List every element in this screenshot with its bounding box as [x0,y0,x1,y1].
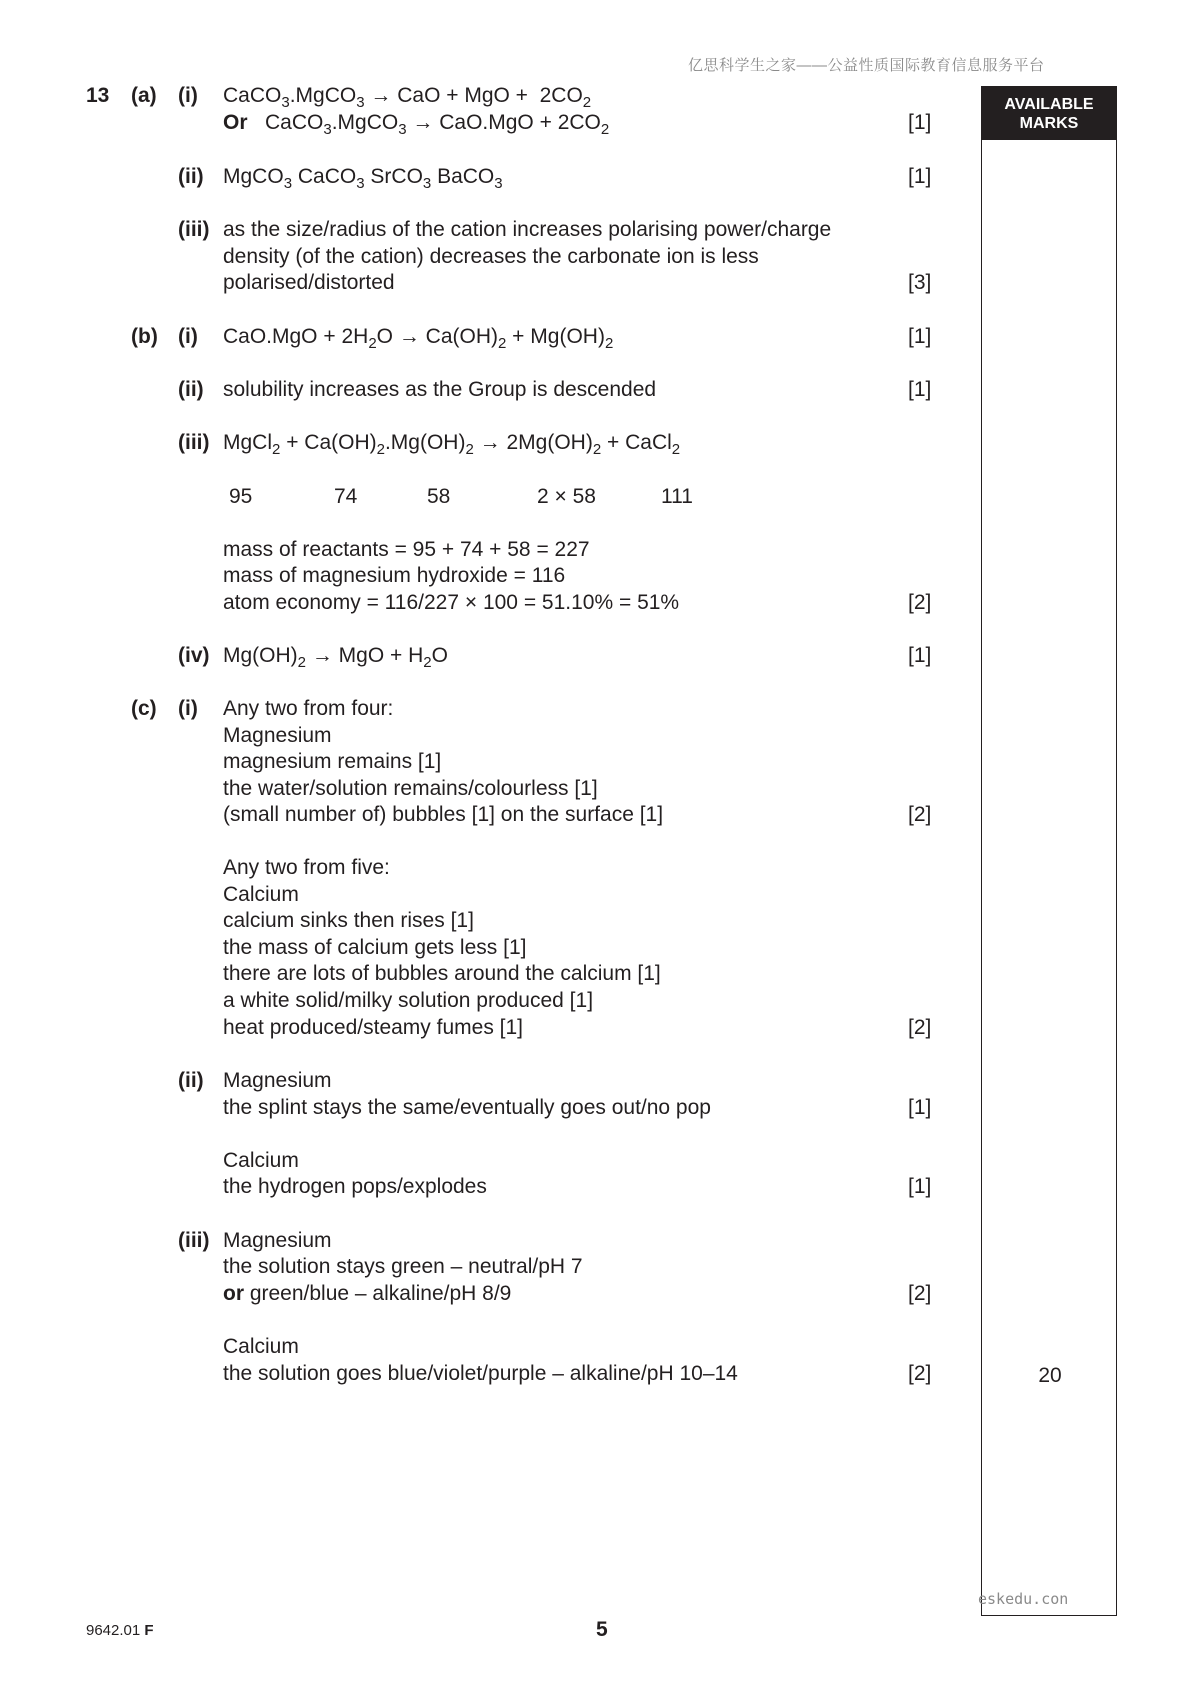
a-i-equation-1: CaCO$_3$.MgCO$_3$ → CaO + MgO + $2CO_2$ [223,84,592,111]
mass-value: 58 [427,485,451,508]
sub-ii-label: (ii) [178,1069,204,1092]
b-iii-equation: MgCl$_2$ + $Ca(OH)_2.Mg(OH)_2 \to 2Mg(OH)_2$ + CaCl$_2$ [223,431,681,458]
or-word: or [223,1282,244,1305]
c-ii-mg-text: the splint stays the same/eventually goes out/no pop [223,1096,711,1119]
page-number: 5 [596,1618,608,1641]
heading-line-2: MARKS [1019,115,1079,132]
c-i-ca-line: Any two from five: [223,856,390,879]
marks-total: 20 [1038,1364,1062,1387]
mass-value: 2 × 58 [537,485,596,508]
c-i-ca-line: calcium sinks then rises [1] [223,909,474,932]
a-iii-mark: [3] [908,271,932,294]
c-i-ca-line: heat produced/steamy fumes [1] [223,1016,523,1039]
c-ii-ca-title: Calcium [223,1149,299,1172]
c-i-mg-line: Any two from four: [223,697,394,720]
c-iii-ca-title: Calcium [223,1335,299,1358]
c-iii-mg-line-1: the solution stays green – neutral/pH 7 [223,1255,583,1278]
c-i-ca-mark: [2] [908,1016,932,1039]
a-i-equation-2: Or CaCO$_3$.MgCO$_3$ → $CaO.MgO + 2CO_2$ [223,111,610,138]
c-iii-mg-title: Magnesium [223,1229,332,1252]
a-iii-line-3: polarised/distorted [223,271,395,294]
c-ii-mg-mark: [1] [908,1096,932,1119]
c-i-ca-line: Calcium [223,883,299,906]
b-i-mark: [1] [908,325,932,348]
sub-i-label: (i) [178,84,198,107]
sub-ii-label: (ii) [178,378,204,401]
c-i-mg-line: (small number of) bubbles [1] on the surface [1] [223,803,664,826]
paper-code-suffix: F [144,1622,154,1639]
b-iii-line-3: atom economy = 116/227 × 100 = 51.10% = 51% [223,591,680,614]
mass-value: 111 [661,485,693,508]
sub-iii-label: (iii) [178,1229,210,1252]
part-a-label: (a) [131,84,157,107]
c-iii-ca-mark: [2] [908,1362,932,1385]
c-i-mg-mark: [2] [908,803,932,826]
sub-iii-label: (iii) [178,431,210,454]
b-iv-mark: [1] [908,644,932,667]
or-word: Or [223,111,248,134]
c-ii-ca-mark: [1] [908,1175,932,1198]
paper-code [86,1622,154,1639]
a-i-mark: [1] [908,111,932,134]
b-iii-line-1: mass of reactants = 95 + 74 + 58 = 227 [223,538,590,561]
c-i-ca-line: the mass of calcium gets less [1] [223,936,527,959]
c-i-ca-line: there are lots of bubbles around the calcium [1] [223,962,661,985]
c-i-ca-line: a white solid/milky solution produced [1] [223,989,594,1012]
a-iii-line-2: density (of the cation) decreases the carbonate ion is less [223,245,759,268]
a-ii-order: MgCO$_3$ CaCO$_3$ SrCO$_3$ BaCO$_3$ [223,165,503,192]
c-ii-ca-text: the hydrogen pops/explodes [223,1175,487,1198]
sub-i-label: (i) [178,325,198,348]
b-iv-equation: $Mg(OH)_2$ → MgO + $H_2O$ [223,644,448,671]
c-ii-mg-title: Magnesium [223,1069,332,1092]
b-ii-mark: [1] [908,378,932,401]
c-i-mg-line: magnesium remains [1] [223,750,442,773]
part-c-label: (c) [131,697,157,720]
a-iii-line-1: as the size/radius of the cation increases polarising power/charge [223,218,832,241]
available-marks-heading [982,87,1116,140]
part-b-label: (b) [131,325,158,348]
c-iii-mg-line-2 [223,1282,511,1306]
mass-value: 74 [334,485,358,508]
paper-code-number: 9642.01 [86,1622,141,1639]
heading-line-1: AVAILABLE [1004,96,1094,113]
b-iii-mark: [2] [908,591,932,614]
sub-iv-label: (iv) [178,644,210,667]
sub-iii-label: (iii) [178,218,210,241]
c-iii-mg-line-2-text: green/blue – alkaline/pH 8/9 [244,1282,512,1305]
question-number: 13 [86,84,110,107]
mass-value: 95 [229,485,253,508]
a-ii-mark: [1] [908,165,932,188]
c-iii-ca-text: the solution goes blue/violet/purple – alkaline/pH 10–14 [223,1362,738,1385]
b-iii-line-2: mass of magnesium hydroxide = 116 [223,564,566,587]
sub-i-label: (i) [178,697,198,720]
b-ii-text: solubility increases as the Group is descended [223,378,657,401]
site-watermark: eskedu.con [978,1590,1069,1608]
c-iii-mg-mark: [2] [908,1282,932,1305]
b-i-equation: $CaO.MgO + 2H_2O \to Ca(OH)_2 + Mg(OH)_2$ [223,325,614,352]
header-watermark: 亿思科学生之家——公益性质国际教育信息服务平台 [688,57,1045,74]
c-i-mg-line: Magnesium [223,724,332,747]
c-i-mg-line: the water/solution remains/colourless [1] [223,777,598,800]
sub-ii-label: (ii) [178,165,204,188]
